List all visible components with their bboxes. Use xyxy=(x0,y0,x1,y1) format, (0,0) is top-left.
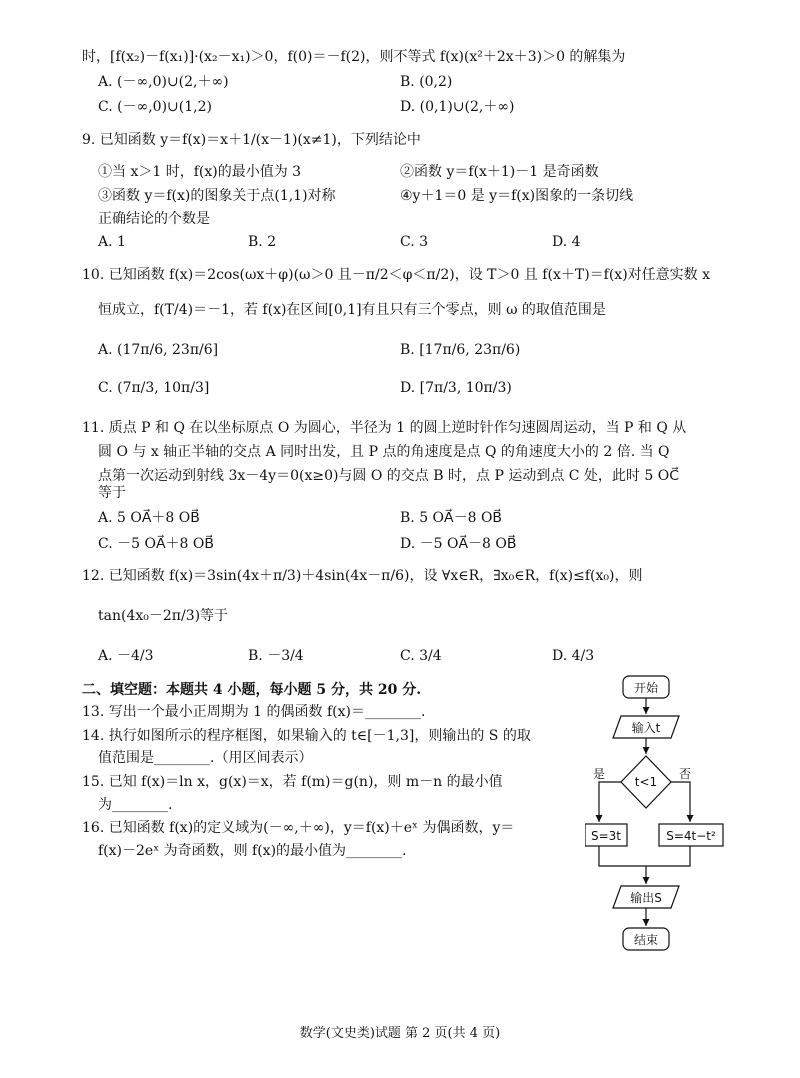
q9-ask: 正确结论的个数是 xyxy=(98,211,210,227)
flow-start-label: 开始 xyxy=(633,681,659,695)
q9-statement-3: ③函数 y＝f(x)的图象关于点(1,1)对称 xyxy=(98,188,336,204)
flow-merge-right xyxy=(646,846,690,866)
q14-line-1: 14. 执行如图所示的程序框图，如果输入的 t∈[－1,3]，则输出的 S 的取 xyxy=(82,728,531,744)
q11-line-3: 点第一次运动到射线 3x－4y＝0(x≥0)与圆 O 的交点 B 时，点 P 运动到点 C 处，此时 5 OC⃗ xyxy=(98,468,679,484)
flow-output-label: 输出S xyxy=(630,891,662,905)
flow-yes-branch xyxy=(599,782,621,822)
q8-option-d: D. (0,1)∪(2,＋∞) xyxy=(400,99,515,115)
q11-option-b: B. 5 OA⃗－8 OB⃗ xyxy=(400,510,503,526)
q15-line-2: 为________. xyxy=(98,797,173,813)
flow-right-label: S=4t−t² xyxy=(666,829,716,843)
flow-no-label: 否 xyxy=(678,767,692,781)
q12-option-b: B. －3/4 xyxy=(248,648,304,664)
flow-decision-label: t<1 xyxy=(634,775,658,789)
q8-stem-tail: 时，[f(x₂)－f(x₁)]·(x₂－x₁)＞0，f(0)＝－f(2)，则不等式 f(x)(x²＋2x＋3)＞0 的解集为 xyxy=(82,49,626,65)
q11-option-d: D. －5 OA⃗－8 OB⃗ xyxy=(400,536,517,552)
q13-text: 13. 写出一个最小正周期为 1 的偶函数 f(x)＝________. xyxy=(82,704,426,720)
page-footer: 数学(文史类)试题 第 2 页(共 4 页) xyxy=(299,1026,501,1041)
flow-yes-label: 是 xyxy=(592,767,606,781)
flow-left-label: S=3t xyxy=(590,829,622,843)
q10-option-b: B. [17π/6, 23π/6) xyxy=(400,342,521,358)
q9-option-c: C. 3 xyxy=(400,234,429,250)
q8-option-b: B. (0,2) xyxy=(400,74,453,90)
section-2-title: 二、填空题：本题共 4 小题，每小题 5 分，共 20 分. xyxy=(82,682,422,698)
q9-option-a: A. 1 xyxy=(98,234,126,250)
q9-statement-4: ④y＋1＝0 是 y＝f(x)图象的一条切线 xyxy=(400,188,634,204)
q9-option-d: D. 4 xyxy=(552,234,581,250)
q9-statement-1: ①当 x＞1 时，f(x)的最小值为 3 xyxy=(98,164,302,180)
program-flowchart xyxy=(585,670,785,970)
q11-line-4: 等于 xyxy=(98,485,126,501)
flow-no-branch xyxy=(671,782,690,822)
q11-line-2: 圆 O 与 x 轴正半轴的交点 A 同时出发，且 P 点的角速度是点 Q 的角速度大小的 2 倍. 当 Q xyxy=(98,444,670,460)
q8-option-a: A. (－∞,0)∪(2,＋∞) xyxy=(98,74,229,90)
flow-end-label: 结束 xyxy=(633,933,659,947)
q11-option-c: C. －5 OA⃗＋8 OB⃗ xyxy=(98,536,214,552)
q11-option-a: A. 5 OA⃗＋8 OB⃗ xyxy=(98,510,200,526)
flow-merge-left xyxy=(599,846,646,866)
q10-option-c: C. (7π/3, 10π/3] xyxy=(98,380,210,396)
q10-option-a: A. (17π/6, 23π/6] xyxy=(98,342,219,358)
q11-line-1: 11. 质点 P 和 Q 在以坐标原点 O 为圆心，半径为 1 的圆上逆时针作匀速圆周运动，当 P 和 Q 从 xyxy=(82,420,687,436)
q12-option-d: D. 4/3 xyxy=(552,648,595,664)
q10-line-1: 10. 已知函数 f(x)＝2cos(ωx＋φ)(ω＞0 且－π/2＜φ＜π/2)，设 T＞0 且 f(x＋T)＝f(x)对任意实数 x xyxy=(82,267,710,283)
q12-line-1: 12. 已知函数 f(x)＝3sin(4x＋π/3)＋4sin(4x－π/6)，设 ∀x∈R，∃x₀∈R，f(x)≤f(x₀)，则 xyxy=(82,568,643,584)
q14-line-2: 值范围是________.（用区间表示） xyxy=(98,750,313,766)
q12-line-2: tan(4x₀－2π/3)等于 xyxy=(98,608,229,624)
flow-input-label: 输入t xyxy=(631,721,661,735)
q8-option-c: C. (－∞,0)∪(1,2) xyxy=(98,99,212,115)
q9-option-b: B. 2 xyxy=(248,234,277,250)
q9-stem: 9. 已知函数 y＝f(x)＝x＋1/(x－1)(x≠1)，下列结论中 xyxy=(82,132,421,148)
q9-statement-2: ②函数 y＝f(x＋1)－1 是奇函数 xyxy=(400,164,599,180)
q10-line-2: 恒成立，f(T/4)＝－1，若 f(x)在区间[0,1]有且只有三个零点，则 ω 的取值范围是 xyxy=(98,302,606,318)
q16-line-1: 16. 已知函数 f(x)的定义域为(－∞,＋∞)，y＝f(x)＋eˣ 为偶函数，y＝ xyxy=(82,820,515,836)
q12-option-a: A. －4/3 xyxy=(98,648,154,664)
q12-option-c: C. 3/4 xyxy=(400,648,442,664)
q10-option-d: D. [7π/3, 10π/3) xyxy=(400,380,512,396)
q15-line-1: 15. 已知 f(x)＝ln x，g(x)＝x，若 f(m)＝g(n)，则 m－n 的最小值 xyxy=(82,774,503,790)
q16-line-2: f(x)－2eˣ 为奇函数，则 f(x)的最小值为________. xyxy=(98,843,407,859)
